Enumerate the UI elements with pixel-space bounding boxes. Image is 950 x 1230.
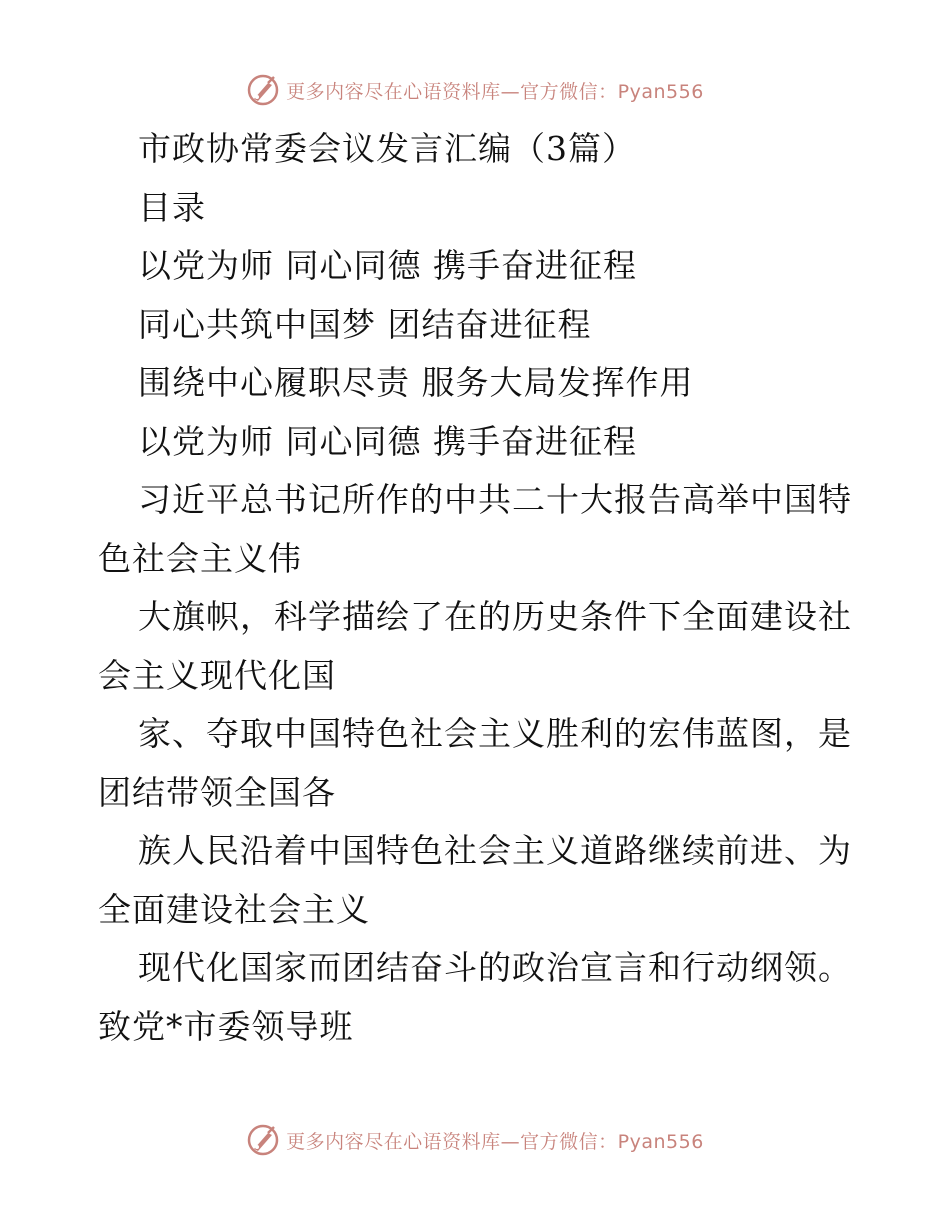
watermark-text: 更多内容尽在心语资料库—官方微信：Pyan556	[286, 1130, 704, 1153]
watermark-text: 更多内容尽在心语资料库—官方微信：Pyan556	[286, 80, 704, 103]
doc-line: 家、夺取中国特色社会主义胜利的宏伟蓝图，是	[138, 714, 852, 753]
doc-line: 以党为师 同心同德 携手奋进征程	[138, 246, 637, 285]
doc-line: 团结带领全国各	[98, 772, 336, 812]
doc-line: 族人民沿着中国特色社会主义道路继续前进、为	[138, 831, 852, 870]
doc-line: 全面建设社会主义	[98, 889, 370, 929]
doc-line: 市政协常委会议发言汇编（3篇）	[138, 129, 636, 168]
doc-line: 大旗帜，科学描绘了在的历史条件下全面建设社	[138, 597, 852, 636]
doc-line: 会主义现代化国	[98, 655, 336, 695]
pen-feather-logo-icon	[246, 73, 280, 107]
doc-line: 色社会主义伟	[98, 538, 302, 578]
doc-line: 习近平总书记所作的中共二十大报告高举中国特	[138, 480, 852, 519]
doc-line: 同心共筑中国梦 团结奋进征程	[138, 304, 592, 344]
pen-feather-logo-icon	[246, 1123, 280, 1157]
doc-line: 现代化国家而团结奋斗的政治宣言和行动纲领。	[138, 948, 852, 987]
doc-line: 目录	[138, 187, 206, 227]
footer-watermark	[0, 1120, 950, 1160]
document-body	[98, 120, 858, 1056]
doc-line: 围绕中心履职尽责 服务大局发挥作用	[138, 363, 694, 402]
doc-line: 致党*市委领导班	[98, 1006, 354, 1046]
header-watermark	[0, 70, 950, 110]
doc-line: 以党为师 同心同德 携手奋进征程	[138, 421, 637, 461]
